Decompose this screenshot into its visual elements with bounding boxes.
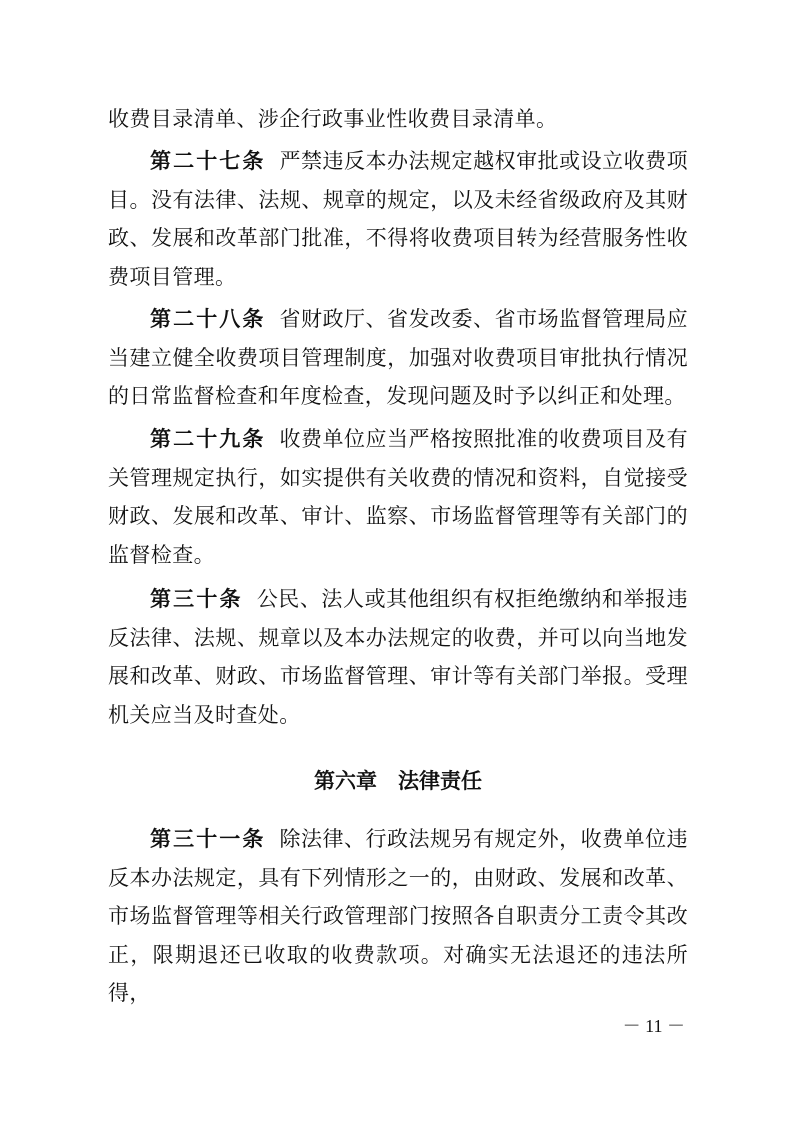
- article-31: [108, 820, 688, 1013]
- page-number: － 11 －: [622, 1016, 685, 1036]
- article-27: [108, 142, 688, 296]
- article-label: 第二十七条: [150, 148, 266, 173]
- article-label: 第三十条: [150, 586, 243, 611]
- article-text: 公民、法人或其他组织有权拒绝缴纳和举报违反法律、法规、规章以及本办法规定的收费，并可以向当地发展和改革、财政、市场监督管理、审计等有关部门举报。受理机关应当及时查处。: [108, 587, 689, 727]
- paragraph-text: 收费目录清单、涉企行政事业性收费目录清单。: [108, 107, 558, 131]
- article-29: [108, 420, 688, 574]
- article-28: [108, 300, 688, 416]
- article-text: 除法律、行政法规另有规定外，收费单位违反本办法规定，具有下列情形之一的，由财政、发展和改革、市场监督管理等相关行政管理部门按照各自职责分工责令其改正，限期退还已收取的收费款项。对确实无法退还的违法所得，: [108, 827, 689, 1005]
- article-label: 第二十八条: [150, 306, 266, 331]
- chapter-title: 第六章 法律责任: [314, 769, 482, 793]
- article-label: 第二十九条: [150, 426, 266, 451]
- paragraph-continuation: [108, 100, 688, 139]
- article-text: 严禁违反本办法规定越权审批或设立收费项目。没有法律、法规、规章的规定，以及未经省级政府及其财政、发展和改革部门批准，不得将收费项目转为经营服务性收费项目管理。: [108, 149, 689, 289]
- article-30: [108, 580, 688, 734]
- article-label: 第三十一条: [150, 826, 266, 851]
- article-text: 收费单位应当严格按照批准的收费项目及有关管理规定执行，如实提供有关收费的情况和资料，自觉接受财政、发展和改革、审计、监察、市场监督管理等有关部门的监督检查。: [108, 427, 689, 567]
- article-text: 省财政厅、省发改委、省市场监督管理局应当建立健全收费项目管理制度，加强对收费项目审批执行情况的日常监督检查和年度检查，发现问题及时予以纠正和处理。: [108, 307, 689, 408]
